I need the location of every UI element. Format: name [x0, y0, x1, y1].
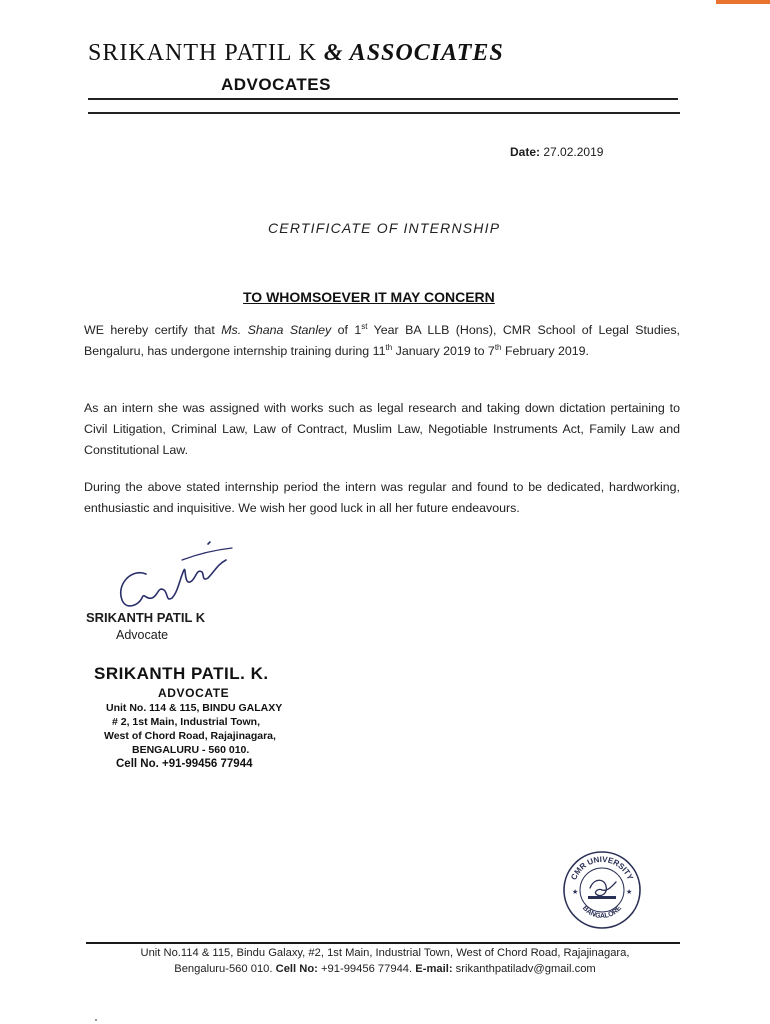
- firm-subtitle: ADVOCATES: [221, 75, 331, 94]
- date-value: 27.02.2019: [543, 145, 604, 159]
- firm-name-main: SRIKANTH PATIL K: [88, 40, 317, 66]
- para1-text-d: January 2019 to 7: [395, 344, 495, 358]
- concern-heading: TO WHOMSOEVER IT MAY CONCERN: [243, 289, 495, 305]
- firm-name: [88, 40, 504, 67]
- footer-rule: [86, 942, 680, 944]
- university-seal: [560, 848, 644, 932]
- letterhead-rule-top: [88, 98, 678, 100]
- date-label: Date:: [510, 145, 541, 159]
- stamp-address-line-1: Unit No. 114 & 115, BINDU GALAXY: [106, 702, 283, 714]
- footer-city: Bengaluru-560 010.: [174, 963, 273, 975]
- paragraph-assignments: As an intern she was assigned with works such as legal research and taking down dictation pertaining to Civil Litigation, Criminal Law, Law of Contract, Muslim Law, Negotiable Instruments Act, Family Law and Constitutional Law.: [84, 401, 680, 457]
- intern-name: Ms. Shana Stanley: [221, 323, 332, 337]
- para1-text-a: WE hereby certify that: [84, 323, 215, 337]
- para1-text-c: Year BA LLB (Hons), CMR School of Legal Studies, Bengaluru, has undergone internship training during 11: [84, 323, 680, 358]
- footer-email-label: E-mail:: [415, 963, 453, 975]
- footer-cell-label: Cell No:: [275, 963, 318, 975]
- corner-mark: [716, 0, 770, 4]
- letterhead-rule-bottom: [88, 112, 680, 114]
- paragraph-certification: [84, 320, 680, 362]
- para1-sup-c: th: [385, 342, 393, 352]
- para1-text-e: February 2019.: [504, 344, 589, 358]
- footer-address: Unit No.114 & 115, Bindu Galaxy, #2, 1st Main, Industrial Town, West of Chord Road, Rajajinagara,: [140, 947, 630, 959]
- stamp-designation: ADVOCATE: [158, 686, 230, 700]
- stamp-address-line-2: # 2, 1st Main, Industrial Town,: [112, 716, 260, 728]
- signatory-title: Advocate: [116, 628, 169, 642]
- paragraph-conduct: During the above stated internship period the intern was regular and found to be dedicated, hardworking, enthusiastic and inquisitive. We wish her good luck in all her future endeavours.: [84, 480, 680, 515]
- stamp-name: SRIKANTH PATIL. K.: [94, 664, 269, 683]
- certificate-title: CERTIFICATE OF INTERNSHIP: [268, 220, 501, 236]
- footer-cell-value: +91-99456 77944.: [321, 963, 413, 975]
- scan-speck: [95, 1019, 97, 1021]
- para1-sup-b: st: [361, 321, 368, 331]
- footer-email-value: srikanthpatiladv@gmail.com: [455, 963, 596, 975]
- para1-text-b: of 1: [337, 323, 362, 337]
- firm-name-associates: & ASSOCIATES: [323, 40, 504, 66]
- footer-contact: [90, 963, 680, 975]
- handwritten-signature: [108, 540, 238, 620]
- stamp-address-line-4: BENGALURU - 560 010.: [132, 744, 250, 756]
- svg-text:★: ★: [572, 888, 579, 896]
- seal-bottom-text: BANGALORE: [580, 904, 624, 921]
- signatory-name: SRIKANTH PATIL K: [86, 610, 206, 625]
- advocate-stamp: [86, 664, 316, 774]
- date-line: [510, 145, 603, 159]
- stamp-address-line-3: West of Chord Road, Rajajinagara,: [104, 730, 276, 742]
- para1-sup-d: th: [494, 342, 502, 352]
- svg-text:★: ★: [626, 888, 633, 896]
- stamp-cell: Cell No. +91-99456 77944: [116, 758, 253, 770]
- seal-top-text: CMR UNIVERSITY: [569, 854, 635, 882]
